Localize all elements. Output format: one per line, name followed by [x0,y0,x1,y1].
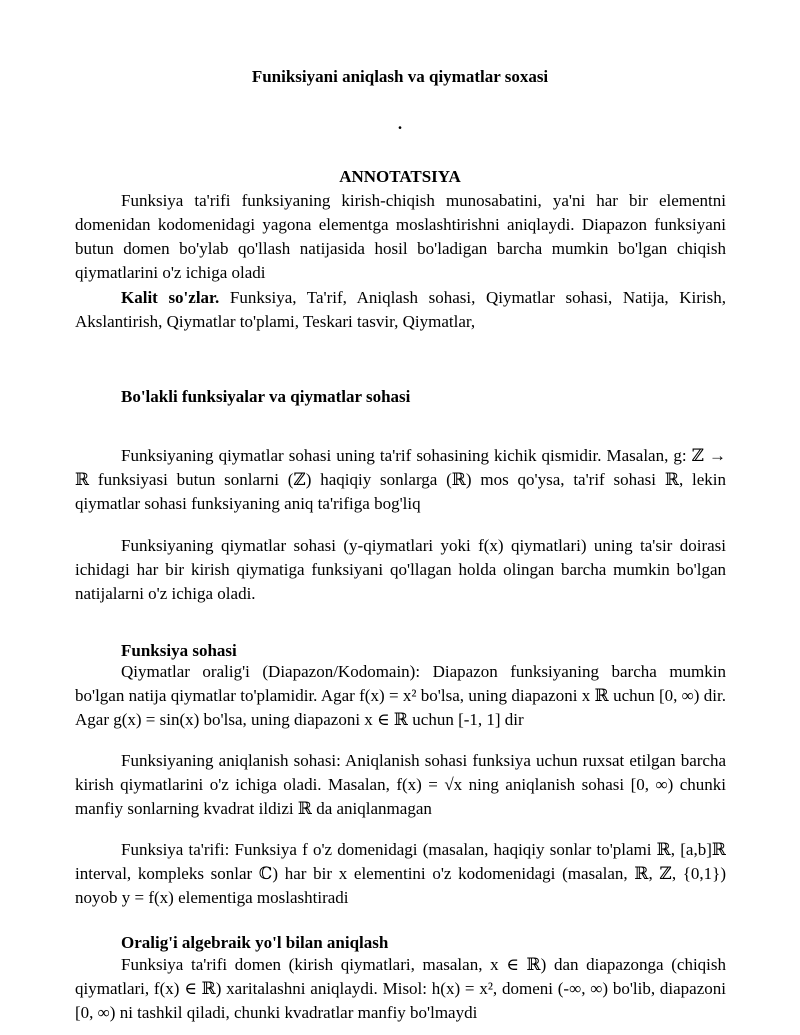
paragraph-function-definition: Funksiya ta'rifi: Funksiya f o'z domenidagi (masalan, haqiqiy sonlar to'plami ℝ, [a,b]ℝ interval, kompleks sonlar ℂ) har bir x elementini o'z kodomenidagi (masalan, ℝ, ℤ, {0,1}) noyob y = f(x) elementiga moslashtiradi [75,840,726,907]
keywords-text: Funksiya, Ta'rif, Aniqlash sohasi, Qiymatlar sohasi, Natija, Kirish, Akslantirish, Qiymatlar to'plami, Teskari tasvir, Qiymatlar, [75,288,726,331]
keywords-label: Kalit so'zlar. [121,288,220,307]
keywords-paragraph [75,286,726,334]
paragraph-range-subset: Funksiyaning qiymatlar sohasi uning ta'rif sohasining kichik qismidir. Masalan, g: ℤ → ℝ funksiyasi butun sonlarni (ℤ) haqiqiy sonlarga (ℝ) mos qo'ysa, ta'rif sohasi ℝ, lekin qiymatlar sohasi funksiyaning aniq ta'rifiga bog'liq [75,446,726,513]
section-heading-piecewise: Bo'lakli funksiyalar va qiymatlar sohasi [121,387,411,406]
paragraph-domain-definition: Funksiyaning aniqlanish sohasi: Aniqlanish sohasi funksiya uchun ruxsat etilgan barcha kirish qiymatlarini o'z ichiga oladi. Masalan, f(x) = √x ning aniqlanish sohasi [0, ∞) chunki manfiy sonlarning kvadrat ildizi ℝ da aniqlanmagan [75,751,726,818]
section-heading-algebraic-range: Oralig'i algebraik yo'l bilan aniqlash [121,933,389,952]
paragraph-range-outputs: Funksiyaning qiymatlar sohasi (y-qiymatlari yoki f(x) qiymatlari) uning ta'sir doirasi ichidagi har bir kirish qiymatiga funksiyani qo'llagan holda olingan barcha mumkin bo'lgan natijalarni o'z ichiga oladi. [75,536,726,603]
document-title: Funiksiyani aniqlash va qiymatlar soxasi [251,67,549,86]
section-heading-function-domain: Funksiya sohasi [121,641,237,660]
annotation-heading: ANNOTATSIYA [339,167,461,186]
title-dot: . [397,114,403,133]
annotation-paragraph: Funksiya ta'rifi funksiyaning kirish-chiqish munosabatini, ya'ni har bir elementni domenidan kodomenidagi yagona elementga moslashtirishni aniqlaydi. Diapazon funksiyani butun domen bo'ylab qo'llash natijasida hosil bo'ladigan barcha mumkin bo'lgan chiqish qiymatlarini o'z ichiga oladi [75,191,726,282]
paragraph-algebraic-example: Funksiya ta'rifi domen (kirish qiymatlari, masalan, x ∈ ℝ) dan diapazonga (chiqish qiymatlari, f(x) ∈ ℝ) xaritalashni aniqlaydi. Misol: h(x) = x², domeni (-∞, ∞) bo'lib, diapazoni [0, ∞) ni tashkil qiladi, chunki kvadratlar manfiy bo'lmaydi [75,955,726,1022]
paragraph-range-codomain: Qiymatlar oralig'i (Diapazon/Kodomain): Diapazon funksiyaning barcha mumkin bo'lgan natija qiymatlar to'plamidir. Agar f(x) = x² bo'lsa, uning diapazoni x ℝ uchun [0, ∞) dir. Agar g(x) = sin(x) bo'lsa, uning diapazoni x ∈ ℝ uchun [-1, 1] dir [75,662,726,729]
